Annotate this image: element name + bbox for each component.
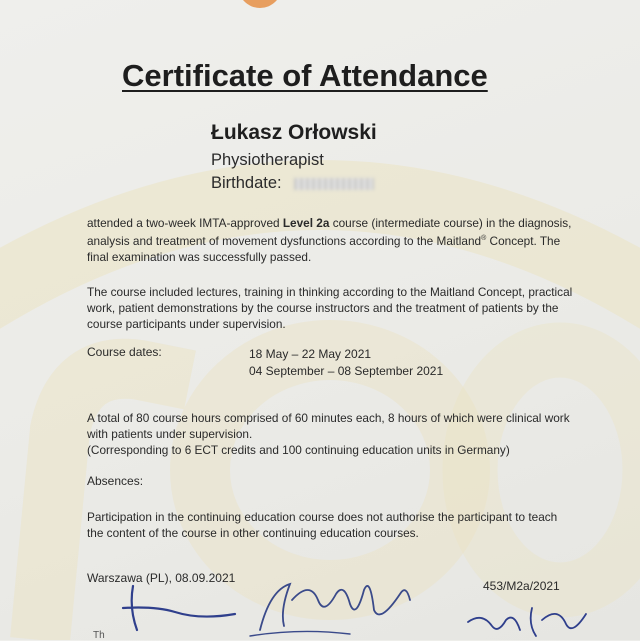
course-level: Level 2a [282, 216, 330, 230]
signature-center [240, 570, 420, 640]
registered-mark: ® [481, 235, 487, 242]
attendance-paragraph [87, 215, 587, 265]
course-content-paragraph [87, 284, 587, 332]
authorisation-line: the content of the course in other continuing education courses. [87, 526, 419, 540]
birthdate-label: Birthdate: [211, 174, 282, 192]
signature-left [115, 578, 245, 638]
text-span: Concept. The [486, 233, 561, 248]
course-date-range-1: 18 May – 22 May 2021 [249, 347, 372, 361]
attendance-line-2 [87, 231, 587, 249]
absences-label: Absences: [87, 474, 144, 488]
top-emblem [238, 0, 282, 8]
watermark-ring-2 [470, 350, 640, 590]
birthdate-redacted [294, 178, 374, 190]
bottom-cut-text: Th [93, 630, 105, 641]
place-and-date: Warszawa (PL), 08.09.2021 [87, 571, 236, 585]
attendance-line-1 [87, 215, 587, 231]
course-dates-label: Course dates: [87, 345, 162, 359]
participant-profession: Physiotherapist [211, 151, 324, 169]
authorisation-paragraph [87, 509, 587, 541]
participant-name: Łukasz Orłowski [211, 121, 377, 144]
text-span: analysis and treatment of movement dysfunctions according to the Maitland [87, 233, 482, 248]
text-span: course (intermediate course) in the diagnosis, [329, 216, 572, 230]
watermark-ring [200, 350, 460, 590]
course-hours-paragraph [87, 410, 587, 458]
certificate-title: Certificate of Attendance [122, 58, 488, 93]
content-line: course participants under supervision. [87, 317, 286, 331]
authorisation-line: Participation in the continuing education course does not authorise the participant to teach [87, 510, 558, 524]
attendance-line-3: final examination was successfully passed. [87, 249, 312, 264]
certificate-number: 453/M2a/2021 [483, 579, 560, 593]
birthdate [211, 174, 374, 193]
text-span: attended a two-week IMTA-approved [87, 216, 283, 230]
signature-right [462, 600, 592, 640]
hours-line: with patients under supervision. [87, 427, 253, 441]
course-date-range-2: 04 September – 08 September 2021 [249, 364, 444, 378]
content-line: work, patient demonstrations by the course instructors and the treatment of patients by the [87, 301, 559, 315]
content-line: The course included lectures, training in thinking according to the Maitland Concept, practical [87, 285, 573, 299]
hours-line: A total of 80 course hours comprised of 60 minutes each, 8 hours of which were clinical work [87, 411, 570, 425]
hours-line: (Corresponding to 6 ECT credits and 100 continuing education units in Germany) [87, 443, 510, 457]
